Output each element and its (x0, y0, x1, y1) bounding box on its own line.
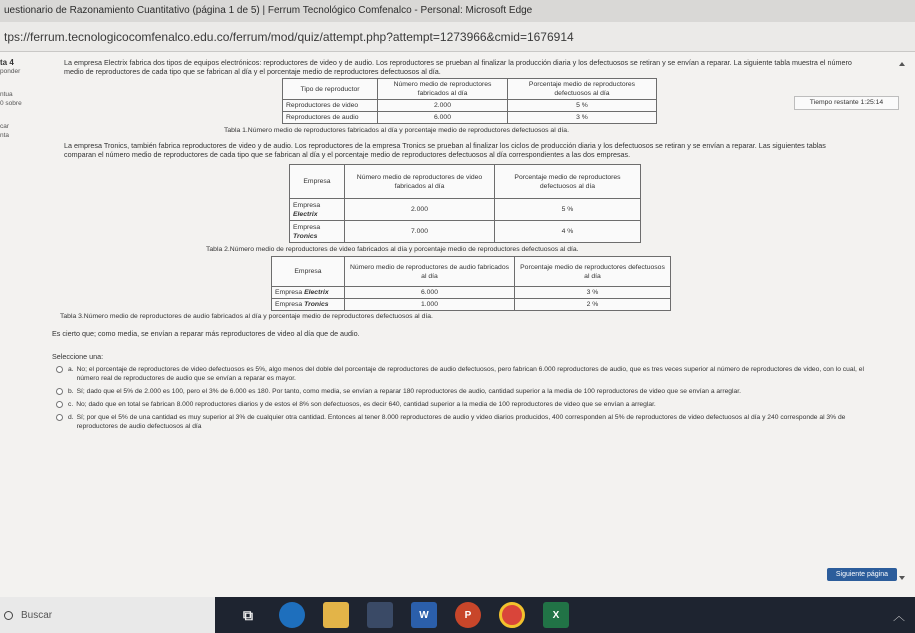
table-cell: 3 % (515, 287, 671, 299)
question-statement: Es cierto que; como media, se envían a reparar más reproductores de video al día que de audio. (52, 329, 360, 338)
table-1-caption: Tabla 1.Número medio de reproductores fabricados al día y porcentaje medio de reproductores defectuosos al día. (224, 127, 569, 134)
table-cell: 2.000 (345, 199, 495, 221)
table-3-header-company: Empresa (272, 257, 345, 287)
table-row (272, 287, 671, 299)
search-icon (4, 611, 13, 620)
table-cell (290, 221, 345, 243)
question-content (52, 58, 864, 435)
table-2-caption: Tabla 2.Número medio de reproductores de video fabricados al día y porcentaje medio de reproductores defectuosos al día. (206, 246, 579, 253)
radio-button[interactable] (56, 388, 63, 395)
taskbar-search[interactable] (0, 597, 215, 633)
table-cell (272, 287, 345, 299)
table-cell: 2.000 (378, 100, 508, 112)
table-row (272, 299, 671, 311)
task-view-icon[interactable]: ⧉ (243, 606, 253, 623)
word-icon[interactable] (411, 602, 437, 628)
table-cell: 3 % (508, 112, 657, 124)
file-explorer-icon[interactable] (323, 602, 349, 628)
excel-icon[interactable] (543, 602, 569, 628)
company-name: Electrix (293, 210, 318, 218)
answer-options (56, 365, 866, 431)
question-number: ta 4 (0, 58, 14, 67)
table-cell (290, 199, 345, 221)
url-text[interactable]: tps://ferrum.tecnologicocomfenalco.edu.co/ferrum/mod/quiz/attempt.php?attempt=1273966&cmid=1676914 (4, 29, 574, 44)
question-flag-label[interactable]: car (0, 123, 10, 130)
company-name: Electrix (304, 289, 329, 296)
company-label: Empresa (293, 201, 321, 209)
table-3-header-percent: Porcentaje medio de reproductores defectuosos al día (515, 257, 671, 287)
search-placeholder[interactable]: Buscar (21, 609, 53, 621)
radio-button[interactable] (56, 401, 63, 408)
table-1-header-count: Número medio de reproductores fabricados al día (378, 79, 508, 100)
table-2-header-percent: Porcentaje medio de reproductores defectuosos al día (495, 165, 641, 199)
question-score-value: 0 sobre (0, 100, 22, 107)
table-cell (272, 299, 345, 311)
time-remaining: Tiempo restante 1:25:14 (794, 96, 899, 110)
table-cell: 6.000 (378, 112, 508, 124)
table-2 (289, 164, 641, 243)
chrome-icon[interactable] (499, 602, 525, 628)
radio-button[interactable] (56, 414, 63, 421)
table-cell: 1.000 (345, 299, 515, 311)
option-letter: d. (68, 414, 74, 421)
table-3 (271, 256, 671, 311)
question-status: ponder (0, 68, 21, 75)
edge-browser-icon[interactable] (279, 602, 305, 628)
company-label: Empresa (275, 289, 305, 296)
excel-letter: X (552, 609, 560, 621)
company-label: Empresa (275, 301, 305, 308)
table-row (283, 112, 657, 124)
option-text[interactable]: Sí; por que el 5% de una cantidad es muy superior al 3% de cualquier otra cantidad. Entonces al tener 8.000 reproductores de audio y video diarios producidos, 400 corresponden al 5% de reproductores de video defectuosos al día y 240 corresponde al 3% de reproductores de audio defectuosos al día (76, 414, 846, 430)
option-c[interactable] (56, 400, 866, 409)
question-flag-label-2[interactable]: nta (0, 132, 10, 139)
table-cell: Reproductores de audio (283, 112, 378, 124)
table-row (290, 199, 641, 221)
company-name: Tronics (293, 232, 318, 240)
powerpoint-letter: P (464, 609, 472, 621)
option-text[interactable]: No; dado que en total se fabrican 8.000 reproductores diarios y de estos el 8% son defectuosos, es decir 640, cantidad superior a la media de 100 reproductores de video que se envían a arreglar. (76, 401, 656, 408)
question-score-label: ntua (0, 91, 13, 98)
table-3-header-count: Número medio de reproductores de audio fabricados al día (345, 257, 515, 287)
table-1 (282, 78, 657, 124)
option-d[interactable] (56, 413, 866, 431)
table-row (283, 100, 657, 112)
table-cell: 2 % (515, 299, 671, 311)
table-cell: Reproductores de video (283, 100, 378, 112)
scroll-up-arrow-icon[interactable] (899, 62, 905, 66)
window-title-bar (0, 0, 915, 22)
powerpoint-icon[interactable] (455, 602, 481, 628)
table-cell: 4 % (495, 221, 641, 243)
table-cell: 7.000 (345, 221, 495, 243)
table-1-header-type: Tipo de reproductor (283, 79, 378, 100)
option-text[interactable]: No; el porcentaje de reproductores de video defectuosos es 5%, algo menos del doble del porcentaje de reproductores de audio defectuosos, pero fabrican 6.000 reproductores de audio, que es tres veces superior al número de reproductores de video, con lo cual, el número real de reproductores de audio que se envían a reparar es mayor. (76, 366, 864, 382)
option-text[interactable]: Sí; dado que el 5% de 2.000 es 100, pero el 3% de 6.000 es 180. Por tanto, como media, se envían a reparar 180 reproductores de audio, cantidad superior a la media de 100 reproductores de video que se envían a arreglar. (76, 388, 741, 395)
select-label: Seleccione una: (52, 352, 104, 361)
table-1-header-percent: Porcentaje medio de reproductores defectuosos al día (508, 79, 657, 100)
table-2-header-company: Empresa (290, 165, 345, 199)
store-icon[interactable] (367, 602, 393, 628)
table-2-header-count: Número medio de reproductores de video fabricados al día (345, 165, 495, 199)
chevron-up-icon[interactable]: ︿ (892, 608, 905, 623)
table-row (290, 221, 641, 243)
option-letter: a. (68, 366, 74, 373)
company-label: Empresa (293, 223, 321, 231)
radio-button[interactable] (56, 366, 63, 373)
quiz-page (0, 52, 915, 597)
word-letter: W (419, 609, 429, 621)
table-cell: 5 % (495, 199, 641, 221)
company-name: Tronics (304, 301, 329, 308)
option-letter: b. (68, 388, 74, 395)
table-cell: 5 % (508, 100, 657, 112)
table-3-caption: Tabla 3.Número medio de reproductores de audio fabricados al día y porcentaje medio de reproductores defectuosos al día. (60, 313, 433, 320)
question-info-panel (0, 58, 60, 140)
next-page-button[interactable]: Siguiente página (827, 568, 897, 581)
option-a[interactable] (56, 365, 866, 383)
option-b[interactable] (56, 387, 866, 396)
option-letter: c. (68, 401, 74, 408)
intro-paragraph: La empresa Electrix fabrica dos tipos de equipos electrónicos: reproductores de video y de audio. Los reproductores se prueban al finalizar la producción diaria y los defectuosos se retiran y se envían a reparar. La siguiente tabla muestra el número medio de reproductores de cada tipo que se fabrican al día y el porcentaje medio de reproductores defectuosos al día. (64, 58, 852, 76)
scroll-down-arrow-icon[interactable] (899, 576, 905, 580)
paragraph-2: La empresa Tronics, también fabrica reproductores de video y de audio. Los reproductores de la empresa Tronics se prueban al finalizar los ciclos de producción diaria y los defectuosos se retiran y se envían a reparar. Las siguientes tablas comparan el número medio de reproductores de cada tipo que se fabrican al día y el porcentaje medio de reproductores defectuosos al día correspondientes a las dos empresas. (64, 141, 826, 159)
table-cell: 6.000 (345, 287, 515, 299)
window-title: uestionario de Razonamiento Cuantitativo (página 1 de 5) | Ferrum Tecnológico Comfenalco - Personal: Microsoft Edge (4, 5, 533, 16)
address-bar[interactable] (0, 22, 915, 52)
taskbar (0, 597, 915, 633)
